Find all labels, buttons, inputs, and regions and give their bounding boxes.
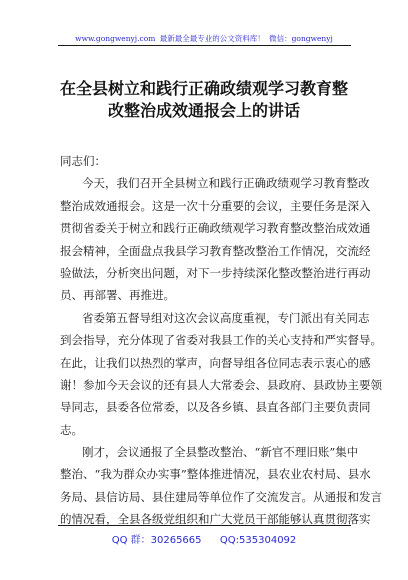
page-footer bbox=[0, 531, 408, 546]
body-line: 今天，我们召开全县树立和践行正确政绩观学习教育整改 bbox=[82, 176, 370, 191]
document-title-line-1: 在全县树立和践行正确政绩观学习教育整 bbox=[59, 79, 348, 98]
document-title bbox=[0, 78, 408, 122]
body-line: 志。 bbox=[60, 422, 83, 437]
body-line: 到会指导，充分体现了省委对我县工作的关心支持和严实督导。 bbox=[60, 333, 382, 348]
body-line: 贯彻省委关于树立和践行正确政绩观学习教育整改整治成效通 bbox=[60, 221, 371, 236]
body-line: 员、再部署、再推进。 bbox=[60, 288, 175, 303]
header-slogan: 最新最全最专业的公文资料库！ bbox=[159, 34, 265, 43]
header-wechat: 微信：gongwenyj bbox=[269, 34, 333, 43]
body-line: 整治、“我为群众办实事”整体推进情况，县农业农村局、县水 bbox=[60, 467, 371, 482]
document-body bbox=[60, 150, 382, 531]
body-line: 整治成效通报会。这是一次十分重要的会议，主要任务是深入 bbox=[60, 198, 371, 213]
body-line: 报会精神，全面盘点我县学习教育整改整治工作情况，交流经 bbox=[60, 243, 371, 258]
page-header bbox=[0, 33, 408, 44]
body-line: 导同志，县委各位常委，以及各乡镇、县直各部门主要负责同 bbox=[60, 400, 371, 415]
body-line: 务局、县信访局、县住建局等单位作了交流发言。从通报和发言 bbox=[60, 489, 382, 504]
body-line: 验做法，分析突出问题，对下一步持续深化整改整治进行再动 bbox=[60, 265, 371, 280]
document-title-line-2: 改整治成效通报会上的讲话 bbox=[107, 101, 300, 120]
body-line: 谢！参加今天会议的还有县人大常委会、县政府、县政协主要领 bbox=[60, 377, 382, 392]
body-line: 在此，让我们以热烈的掌声，向督导组各位同志表示衷心的感 bbox=[60, 355, 371, 370]
footer-divider bbox=[58, 525, 351, 526]
greeting: 同志们： bbox=[60, 154, 106, 168]
body-line: 省委第五督导组对这次会议高度重视，专门派出有关同志 bbox=[82, 310, 370, 325]
body-line: 刚才，会议通报了全县整改整治、“新官不理旧账”集中 bbox=[82, 445, 359, 460]
header-divider bbox=[58, 45, 351, 46]
header-site-url[interactable]: www.gongwenyj.com bbox=[75, 34, 156, 43]
footer-qq-group: QQ 群：30265665 bbox=[111, 535, 202, 546]
body-line: 的情况看，全县各级党组织和广大党员干部能够认真贯彻落实 bbox=[60, 512, 371, 527]
footer-qq: QQ:535304092 bbox=[219, 535, 297, 546]
